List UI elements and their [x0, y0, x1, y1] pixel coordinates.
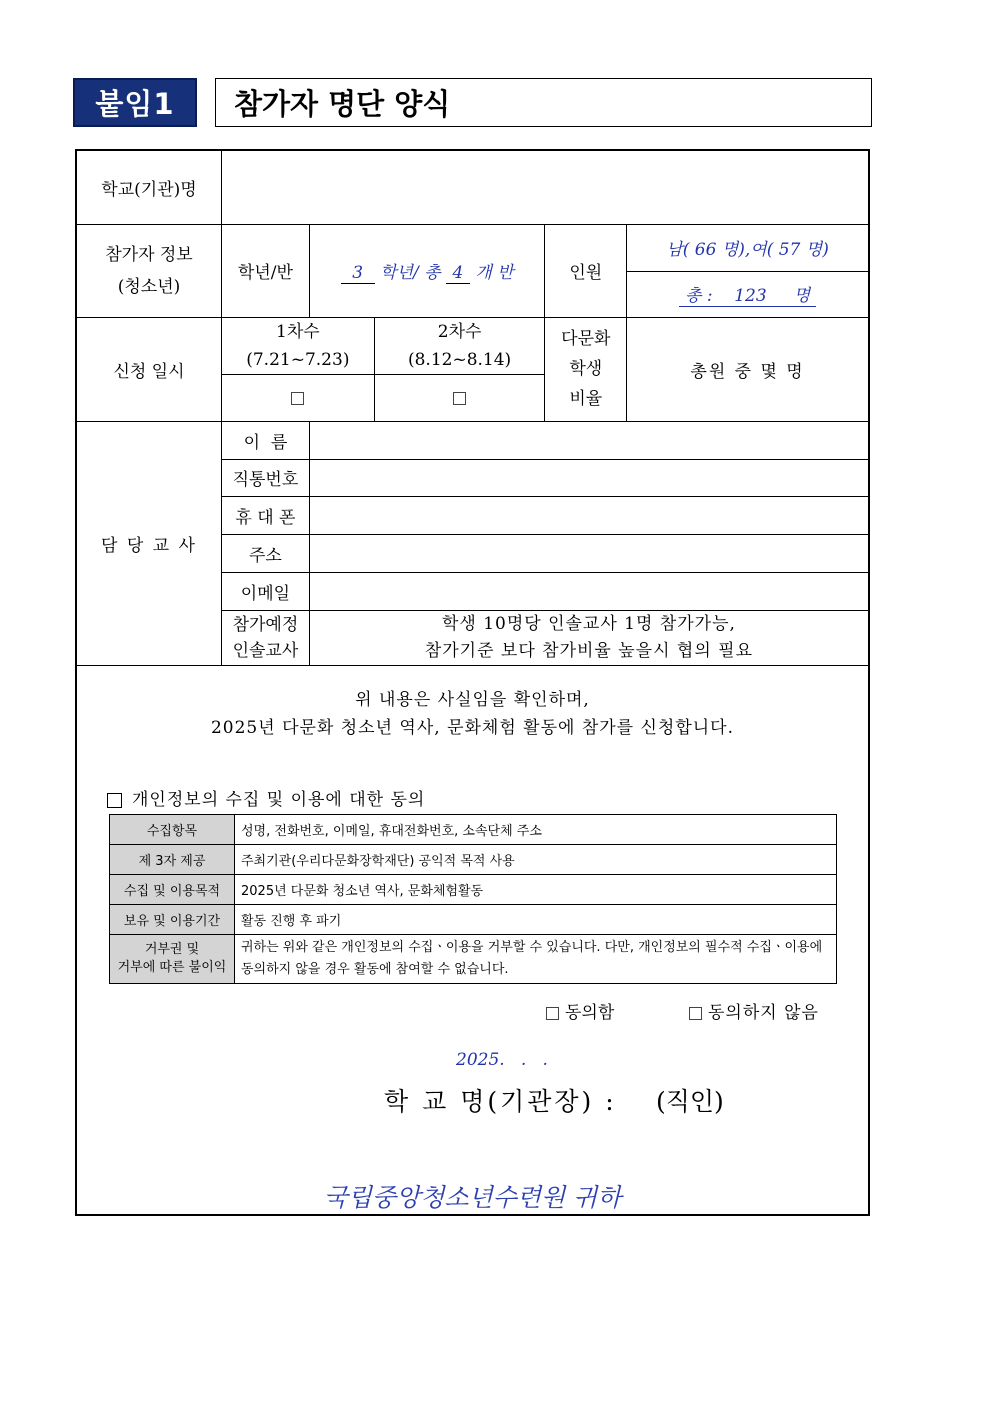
seal-label: (직인): [656, 1087, 724, 1116]
teacher-name-label: 이 름: [221, 421, 309, 459]
recipient: 국립중앙청소년수련원 귀하: [323, 1183, 622, 1212]
escort-note-line2: 참가기준 보다 참가비율 높을시 협의 필요: [424, 640, 754, 661]
consent-row: [110, 815, 837, 845]
declaration-text: [75, 686, 870, 742]
round2-dates: (8.12~8.14): [407, 349, 512, 370]
escort-teacher-label: 참가예정 인솔교사: [221, 610, 309, 665]
disagree-option[interactable]: [689, 998, 819, 1023]
consent-row: [110, 845, 837, 875]
round2-checkbox-cell[interactable]: [374, 374, 545, 421]
school-name-input[interactable]: [221, 150, 869, 224]
teacher-name-input[interactable]: [309, 421, 869, 459]
round1-label: 1차수: [276, 321, 320, 342]
teacher-mobile-input[interactable]: [309, 496, 869, 534]
round2-label: 2차수: [437, 321, 482, 342]
gender-count[interactable]: [627, 224, 869, 271]
page-title: 참가자 명단 양식: [215, 78, 872, 127]
round1-checkbox[interactable]: [291, 392, 304, 405]
consent-key: 제 3자 제공: [110, 845, 235, 875]
signature-date[interactable]: 2025. . .: [456, 1050, 548, 1070]
total-suffix: 명: [793, 286, 811, 306]
grade-class-label: 학년/반: [221, 224, 309, 317]
consent-value: 귀하는 위와 같은 개인정보의 수집ㆍ이용을 거부할 수 있습니다. 다만, 개인정보의 필수적 수집ㆍ이용에 동의하지 않을 경우 활동에 참여할 수 없습니다.: [235, 935, 837, 984]
consent-value: 활동 진행 후 파기: [235, 905, 837, 935]
round1-dates: (7.21~7.23): [246, 349, 350, 370]
consent-heading[interactable]: [107, 785, 425, 810]
consent-key: 수집항목: [110, 815, 235, 845]
teacher-mobile-label: 휴 대 폰: [221, 496, 309, 534]
headcount-label: 인원: [545, 224, 627, 317]
schedule-label: 신청 일시: [76, 317, 221, 421]
round1-header: [221, 317, 374, 374]
male-count: 66: [694, 240, 717, 260]
participant-info-label: 참가자 정보 (청소년): [76, 224, 221, 317]
class-count-value: 4: [446, 263, 470, 284]
agree-option[interactable]: [546, 998, 614, 1023]
round2-header: [374, 317, 545, 374]
consent-key: 보유 및 이용기간: [110, 905, 235, 935]
consent-value: 성명, 전화번호, 이메일, 휴대전화번호, 소속단체 주소: [235, 815, 837, 845]
teacher-direct-label: 직통번호: [221, 459, 309, 496]
disagree-label: 동의하지 않음: [708, 1003, 819, 1023]
consent-key: 수집 및 이용목적: [110, 875, 235, 905]
grade-class-value[interactable]: [309, 224, 545, 317]
school-name-label: 학교(기관)명: [76, 150, 221, 224]
total-count-value: 123: [734, 286, 767, 306]
declaration-line1: 위 내용은 사실임을 확인하며,: [355, 690, 590, 710]
total-count[interactable]: [627, 271, 869, 317]
declaration-line2: 2025년 다문화 청소년 역사, 문화체험 활동에 참가를 신청합니다.: [210, 718, 735, 738]
teacher-direct-input[interactable]: [309, 459, 869, 496]
male-prefix: 남(: [666, 240, 690, 260]
teacher-label: 담 당 교 사: [76, 421, 221, 665]
teacher-email-input[interactable]: [309, 572, 869, 610]
consent-key: 거부권 및 거부에 따른 불이익: [110, 935, 235, 984]
consent-row: [110, 935, 837, 984]
multicultural-ratio-label: 다문화 학생 비율: [545, 317, 627, 421]
escort-teacher-note: [309, 610, 869, 665]
consent-value: 2025년 다문화 청소년 역사, 문화체험활동: [235, 875, 837, 905]
class-suffix-text: 개 반: [475, 262, 514, 283]
round2-checkbox[interactable]: [453, 392, 466, 405]
grade-value: 3: [341, 263, 375, 284]
school-head-line: 학 교 명(기관장) :: [384, 1087, 617, 1116]
consent-checkbox[interactable]: [107, 793, 122, 808]
teacher-email-label: 이메일: [221, 572, 309, 610]
disagree-checkbox[interactable]: [689, 1007, 702, 1020]
agree-checkbox[interactable]: [546, 1007, 559, 1020]
escort-note-line1: 학생 10명당 인솔교사 1명 참가가능,: [441, 613, 736, 634]
round1-checkbox-cell[interactable]: [221, 374, 374, 421]
consent-row: [110, 905, 837, 935]
female-count: 57: [778, 240, 801, 260]
teacher-address-input[interactable]: [309, 534, 869, 572]
grade-mid-text: 학년/ 총: [380, 262, 441, 283]
teacher-address-label: 주소: [221, 534, 309, 572]
consent-table: [109, 814, 837, 984]
consent-heading-text: 개인정보의 수집 및 이용에 대한 동의: [132, 790, 426, 810]
total-prefix: 총 :: [685, 286, 713, 306]
consent-row: [110, 875, 837, 905]
female-suffix: 명): [805, 240, 829, 260]
multicultural-ratio-value[interactable]: 총원 중 몇 명: [627, 317, 869, 421]
attachment-tag: 붙임1: [73, 78, 197, 127]
consent-value: 주최기관(우리다문화장학재단) 공익적 목적 사용: [235, 845, 837, 875]
female-prefix: 명),여(: [721, 240, 774, 260]
agree-label: 동의함: [565, 1003, 615, 1023]
